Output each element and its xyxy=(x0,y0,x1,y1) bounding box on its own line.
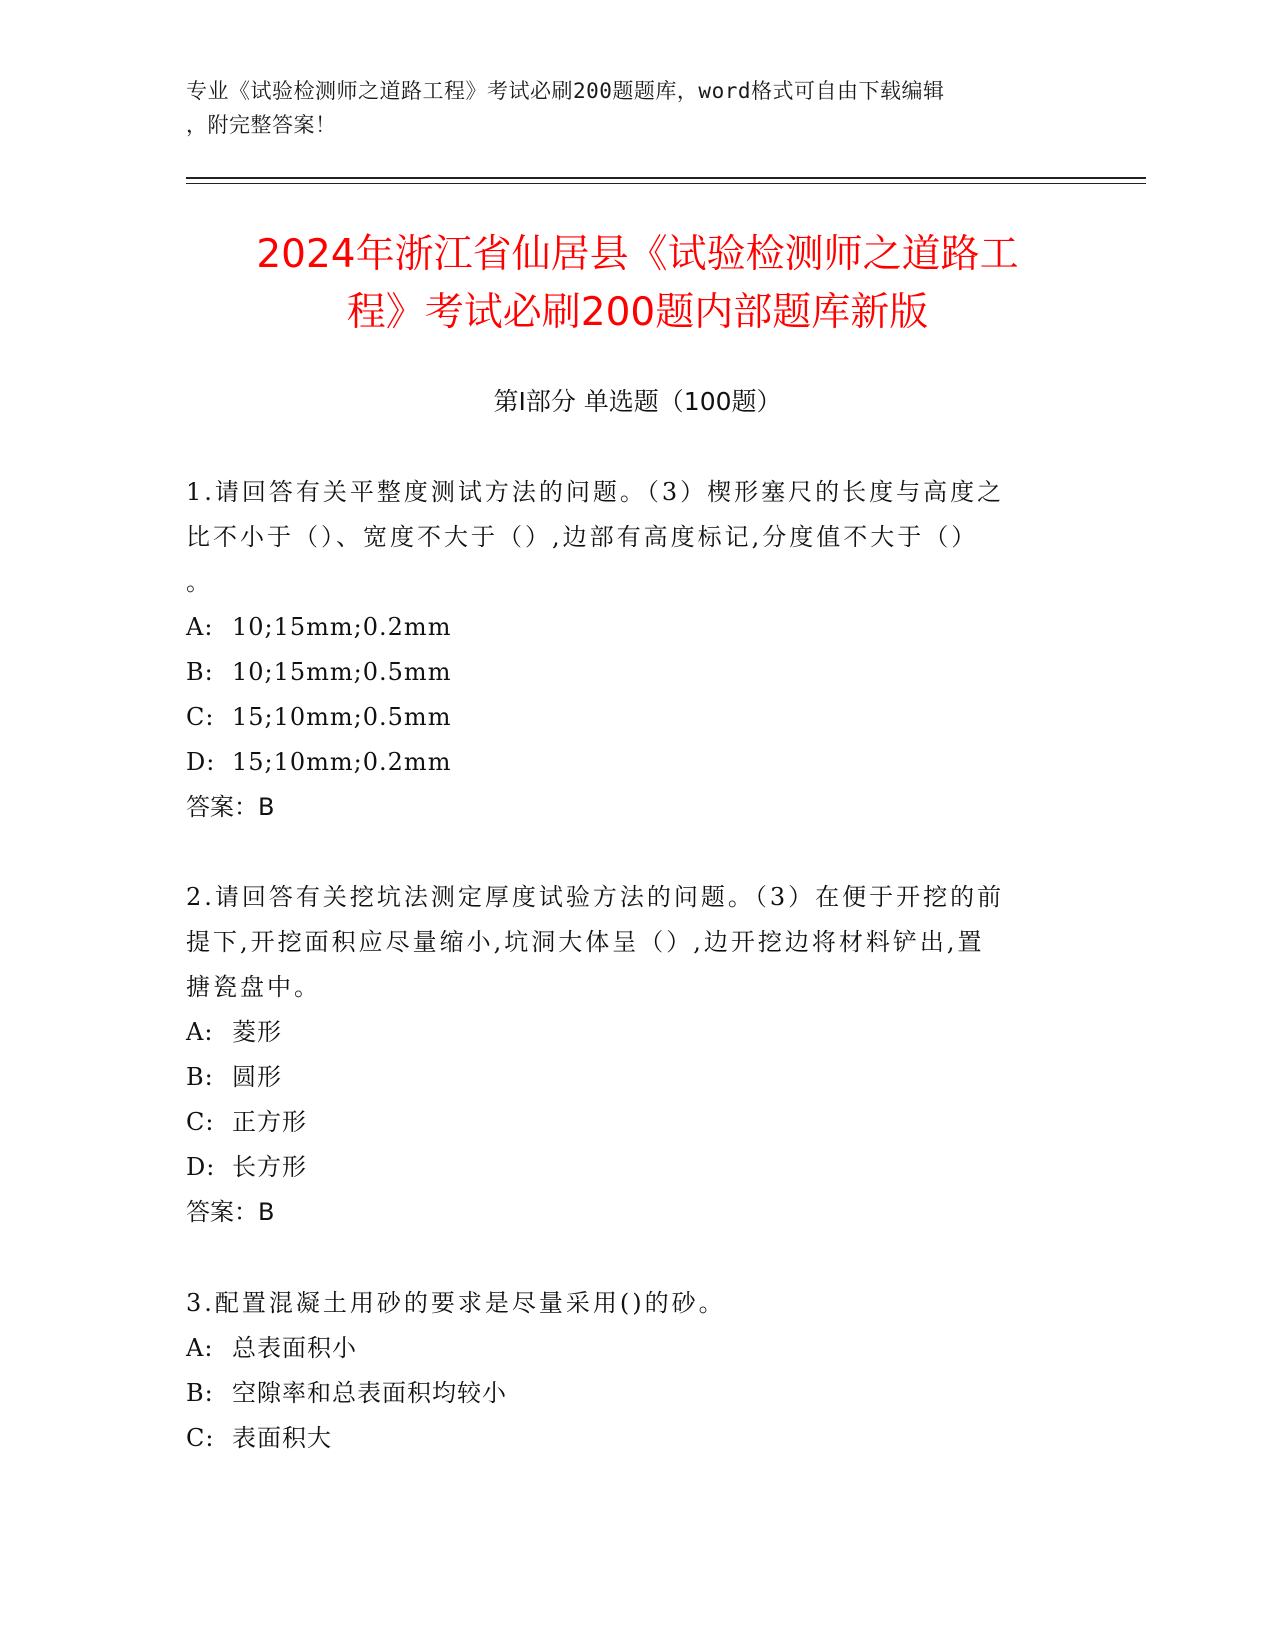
question-1 xyxy=(186,470,1076,830)
option-letter: B: xyxy=(186,1379,214,1407)
question-3 xyxy=(186,1281,1076,1461)
option-text: 正方形 xyxy=(232,1108,307,1136)
question-stem-line: 搪瓷盘中。 xyxy=(186,973,321,1001)
option-b xyxy=(186,650,1076,695)
question-2 xyxy=(186,875,1076,1235)
document-title-line: 2024年浙江省仙居县《试验检测师之道路工 xyxy=(256,232,1019,277)
option-b xyxy=(186,1371,1076,1416)
option-text: 空隙率和总表面积均较小 xyxy=(232,1379,507,1407)
option-letter: D: xyxy=(186,748,216,776)
header-note-line: 专业《试验检测师之道路工程》考试必刷200题题库，word格式可自由下载编辑 xyxy=(186,79,945,103)
option-text: 表面积大 xyxy=(232,1424,332,1452)
option-c xyxy=(186,695,1076,740)
question-stem-line: 3.配置混凝土用砂的要求是尽量采用()的砂。 xyxy=(186,1289,726,1317)
answer-label: 答案：B xyxy=(186,793,275,821)
header-divider-thin xyxy=(186,183,1146,184)
option-d xyxy=(186,740,1076,785)
option-a xyxy=(186,1010,1076,1055)
header-note xyxy=(186,74,1066,142)
option-a xyxy=(186,1326,1076,1371)
option-text: 15;10mm;0.5mm xyxy=(232,703,452,731)
document-title xyxy=(150,226,1125,342)
option-letter: B: xyxy=(186,1063,214,1091)
option-b xyxy=(186,1055,1076,1100)
option-a xyxy=(186,605,1076,650)
section-title: 第Ⅰ部分 单选题（100题） xyxy=(493,387,782,416)
header-divider-thick xyxy=(186,177,1146,179)
question-stem-line: 比不小于（）、宽度不大于（）,边部有高度标记,分度值不大于（） xyxy=(186,523,979,551)
option-letter: C: xyxy=(186,703,215,731)
answer-label: 答案：B xyxy=(186,1198,275,1226)
question-stem-line: 1.请回答有关平整度测试方法的问题。（3）楔形塞尺的长度与高度之 xyxy=(186,478,1005,506)
option-text: 总表面积小 xyxy=(232,1334,357,1362)
header-note-line: ，附完整答案！ xyxy=(186,113,337,137)
option-text: 长方形 xyxy=(232,1153,307,1181)
option-letter: B: xyxy=(186,658,214,686)
option-text: 圆形 xyxy=(232,1063,282,1091)
option-text: 10;15mm;0.5mm xyxy=(232,658,452,686)
option-letter: A: xyxy=(186,613,214,641)
option-d xyxy=(186,1145,1076,1190)
question-stem-line: 提下,开挖面积应尽量缩小,坑洞大体呈（）,边开挖边将材料铲出,置 xyxy=(186,928,985,956)
option-letter: A: xyxy=(186,1334,214,1362)
option-letter: C: xyxy=(186,1108,215,1136)
option-letter: C: xyxy=(186,1424,215,1452)
option-c xyxy=(186,1416,1076,1461)
option-letter: D: xyxy=(186,1153,216,1181)
option-letter: A: xyxy=(186,1018,214,1046)
option-text: 菱形 xyxy=(232,1018,282,1046)
question-stem-line: 。 xyxy=(186,568,213,596)
question-stem-line: 2.请回答有关挖坑法测定厚度试验方法的问题。（3）在便于开挖的前 xyxy=(186,883,1005,911)
document-title-line: 程》考试必刷200题内部题库新版 xyxy=(346,290,929,335)
option-text: 15;10mm;0.2mm xyxy=(232,748,452,776)
option-text: 10;15mm;0.2mm xyxy=(232,613,452,641)
option-c xyxy=(186,1100,1076,1145)
